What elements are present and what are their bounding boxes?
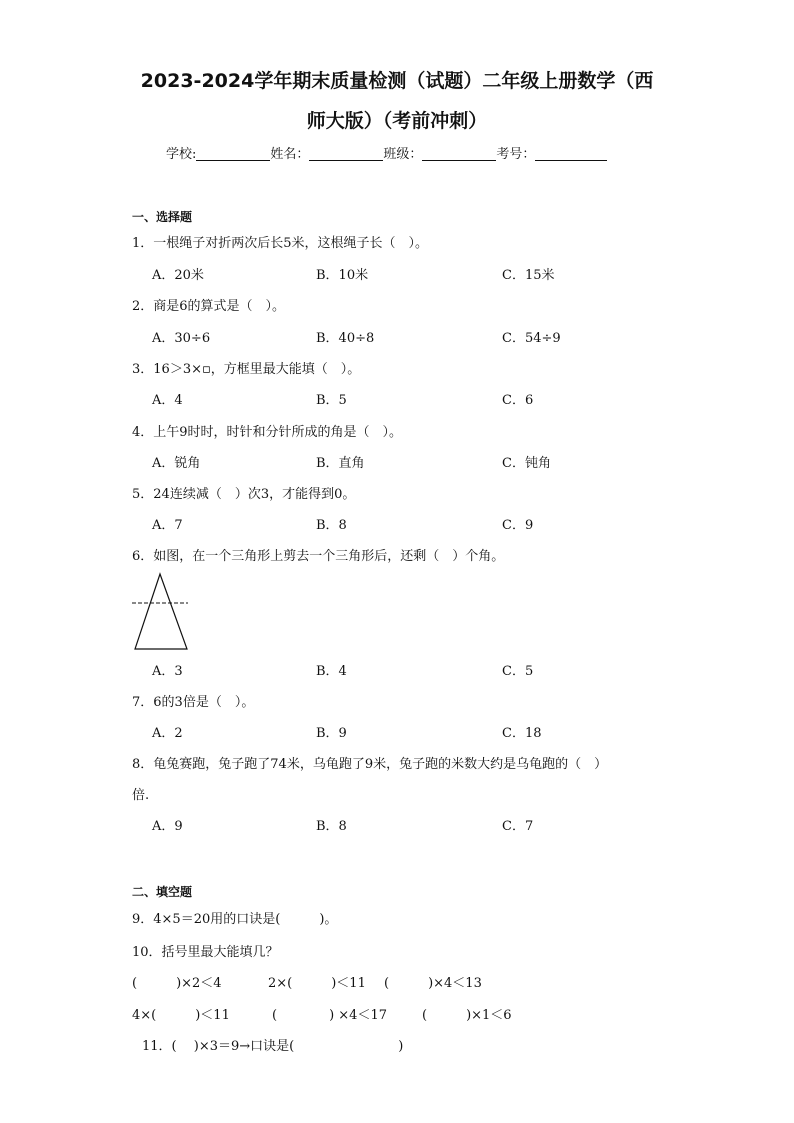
question-2: 2．商是6的算式是（ ）。 [132, 299, 286, 314]
school-label: 学校: [166, 147, 197, 162]
q8-option-c: C．7 [502, 819, 534, 834]
exam-number-label: 考号： [496, 147, 536, 162]
exam-title-line2: 师大版）（考前冲刺） [306, 110, 488, 132]
q7-option-b: B．9 [316, 726, 347, 741]
q7-option-a: A．2 [152, 726, 183, 741]
section-heading-fill: 二、填空题 [132, 885, 193, 899]
q4-option-a: A．锐角 [152, 456, 201, 471]
q8-option-b: B．8 [316, 819, 347, 834]
q10-blank-3[interactable]: ( )×4＜13 [384, 976, 482, 991]
q4-option-c: C．钝角 [502, 456, 551, 471]
exam-title-line1: 2023-2024学年期末质量检测（试题）二年级上册数学（西 [140, 70, 654, 92]
class-field[interactable] [422, 146, 496, 161]
q3-option-a: A．4 [152, 393, 183, 408]
q10-blank-1[interactable]: ( )×2＜4 [132, 976, 222, 991]
q1-option-c: C．15米 [502, 268, 555, 283]
question-5: 5．24连续减（ ）次3，才能得到0。 [132, 487, 356, 502]
triangle-outline [135, 574, 187, 649]
q6-option-a: A．3 [152, 664, 183, 679]
q10-blank-5[interactable]: ( ) ×4＜17 [272, 1008, 387, 1023]
q2-option-a: A．30÷6 [152, 331, 211, 346]
q3-option-c: C．6 [502, 393, 534, 408]
q10-blank-4[interactable]: 4×( )＜11 [132, 1008, 230, 1023]
class-label: 班级： [383, 147, 423, 162]
student-info-line [166, 143, 607, 162]
q1-option-b: B．10米 [316, 268, 369, 283]
q6-option-b: B．4 [316, 664, 347, 679]
question-9: 9．4×5＝20用的口诀是( )。 [132, 912, 338, 927]
question-3: 3．16＞3×▫，方框里最大能填（ ）。 [132, 362, 361, 377]
q10-blank-2[interactable]: 2×( )＜11 [268, 976, 366, 991]
q5-option-a: A．7 [152, 518, 183, 533]
question-10: 10．括号里最大能填几？ [132, 945, 279, 960]
q2-option-b: B．40÷8 [316, 331, 375, 346]
question-7: 7．6的3倍是（ ）。 [132, 695, 255, 710]
question-8-continued: 倍. [132, 788, 150, 803]
school-field[interactable] [196, 146, 270, 161]
name-label: 姓名： [270, 147, 310, 162]
question-11: 11．( )×3＝9→口诀是( ) [142, 1039, 404, 1054]
q6-option-c: C．5 [502, 664, 534, 679]
q7-option-c: C．18 [502, 726, 542, 741]
question-8: 8．龟兔赛跑，兔子跑了74米，乌龟跑了9米，兔子跑的米数大约是乌龟跑的（ ） [132, 757, 608, 772]
section-heading-choice: 一、选择题 [132, 210, 193, 224]
q5-option-b: B．8 [316, 518, 347, 533]
question-4: 4．上午9时时，时针和分针所成的角是（ ）。 [132, 425, 403, 440]
name-field[interactable] [309, 146, 383, 161]
question-6: 6．如图，在一个三角形上剪去一个三角形后，还剩（ ）个角。 [132, 549, 505, 564]
exam-number-field[interactable] [535, 146, 607, 161]
q3-option-b: B．5 [316, 393, 347, 408]
q5-option-c: C．9 [502, 518, 534, 533]
q8-option-a: A．9 [152, 819, 183, 834]
q1-option-a: A．20米 [152, 268, 204, 283]
triangle-figure [128, 570, 198, 654]
q4-option-b: B．直角 [316, 456, 365, 471]
q10-blank-6[interactable]: ( )×1＜6 [422, 1008, 512, 1023]
q2-option-c: C．54÷9 [502, 331, 561, 346]
question-1: 1．一根绳子对折两次后长5米，这根绳子长（ ）。 [132, 236, 429, 251]
